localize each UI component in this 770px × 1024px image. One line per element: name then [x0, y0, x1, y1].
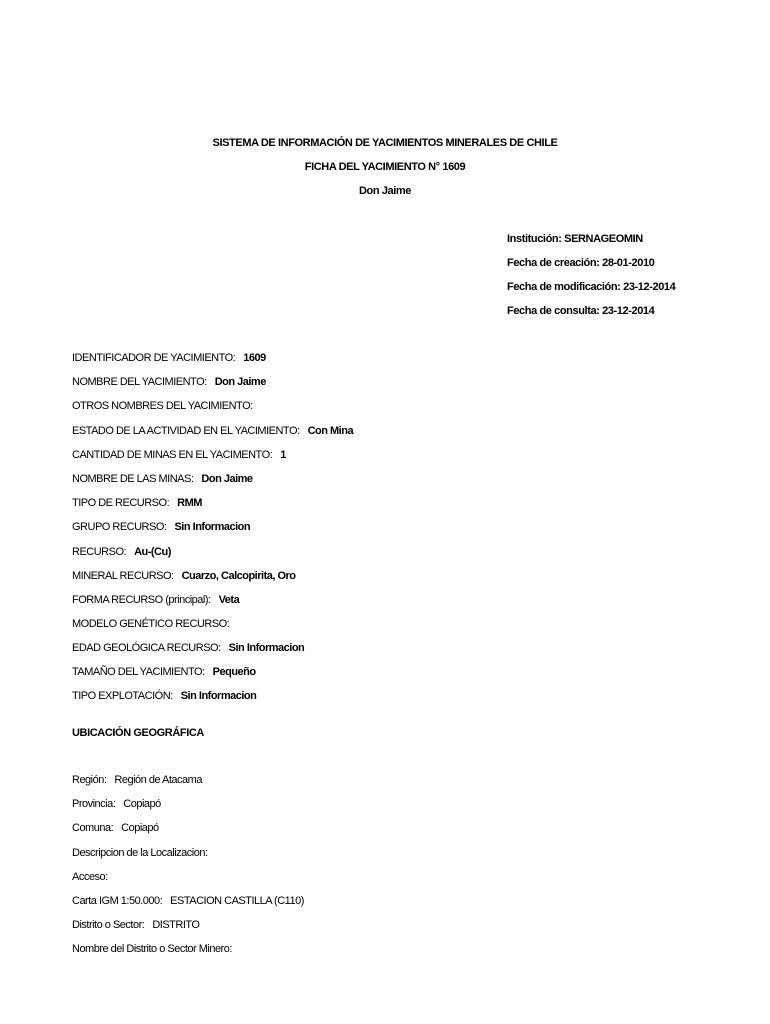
- field-label: GRUPO RECURSO:: [72, 521, 167, 533]
- field-value: RMM: [177, 497, 202, 509]
- location-row: [72, 871, 116, 883]
- system-title: SISTEMA DE INFORMACIÓN DE YACIMIENTOS MINERALES DE CHILE: [212, 137, 558, 149]
- field-label: IDENTIFICADOR DE YACIMIENTO:: [72, 352, 236, 364]
- location-value: Región de Atacama: [114, 774, 202, 786]
- field-value: Sin Informacion: [180, 690, 257, 702]
- location-label: Descripcion de la Localizacion:: [72, 847, 208, 859]
- field-value: 1609: [243, 352, 266, 364]
- field-label: FORMA RECURSO (principal):: [72, 594, 211, 606]
- field-label: MINERAL RECURSO:: [72, 570, 174, 582]
- field-row: [72, 376, 266, 388]
- location-value: Copiapó: [121, 822, 159, 834]
- location-label: Carta IGM 1:50.000:: [72, 895, 163, 907]
- field-value: Cuarzo, Calcopirita, Oro: [181, 570, 296, 582]
- field-row: [72, 425, 353, 437]
- location-row: [72, 774, 202, 786]
- location-label: Comuna:: [72, 822, 114, 834]
- field-value: Don Jaime: [201, 473, 253, 485]
- field-row: [72, 521, 250, 533]
- field-label: TIPO EXPLOTACIÓN:: [72, 690, 173, 702]
- field-label: NOMBRE DE LAS MINAS:: [72, 473, 194, 485]
- creation-date: Fecha de creación: 28-01-2010: [507, 257, 655, 269]
- field-row: [72, 400, 261, 412]
- field-label: CANTIDAD DE MINAS EN EL YACIMENTO:: [72, 449, 273, 461]
- field-value: Don Jaime: [214, 376, 266, 388]
- field-label: TIPO DE RECURSO:: [72, 497, 170, 509]
- location-label: Nombre del Distrito o Sector Minero:: [72, 943, 232, 955]
- deposit-sheet-title: FICHA DEL YACIMIENTO N° 1609: [304, 161, 466, 173]
- location-row: [72, 919, 199, 931]
- location-label: Provincia:: [72, 798, 116, 810]
- field-label: OTROS NOMBRES DEL YACIMIENTO:: [72, 400, 253, 412]
- field-row: [72, 690, 256, 702]
- field-value: Veta: [218, 594, 240, 606]
- field-value: Au-(Cu): [134, 546, 171, 558]
- field-value: 1: [280, 449, 286, 461]
- field-row: [72, 642, 304, 654]
- section-title-ubicacion: UBICACIÓN GEOGRÁFICA: [72, 727, 204, 739]
- field-row: [72, 473, 253, 485]
- field-row: [72, 497, 202, 509]
- consultation-date: Fecha de consulta: 23-12-2014: [507, 305, 655, 317]
- field-row: [72, 449, 286, 461]
- field-label: TAMAÑO DEL YACIMIENTO:: [72, 666, 205, 678]
- location-row: [72, 822, 159, 834]
- field-row: [72, 352, 266, 364]
- field-value: Sin Informacion: [174, 521, 251, 533]
- field-label: RECURSO:: [72, 546, 127, 558]
- location-row: [72, 798, 161, 810]
- location-label: Distrito o Sector:: [72, 919, 145, 931]
- field-row: [72, 570, 296, 582]
- field-value: Con Mina: [307, 425, 354, 437]
- field-label: EDAD GEOLÓGICA RECURSO:: [72, 642, 221, 654]
- location-row: [72, 943, 240, 955]
- location-value: DISTRITO: [152, 919, 200, 931]
- field-row: [72, 594, 239, 606]
- location-row: [72, 895, 304, 907]
- field-row: [72, 546, 171, 558]
- institution: Institución: SERNAGEOMIN: [507, 233, 643, 245]
- field-row: [72, 618, 237, 630]
- location-value: Copiapó: [123, 798, 161, 810]
- location-label: Acceso:: [72, 871, 108, 883]
- field-row: [72, 666, 256, 678]
- field-label: NOMBRE DEL YACIMIENTO:: [72, 376, 207, 388]
- field-value: Sin Informacion: [228, 642, 305, 654]
- location-row: [72, 847, 216, 859]
- field-value: Pequeño: [212, 666, 256, 678]
- modification-date: Fecha de modificación: 23-12-2014: [507, 281, 676, 293]
- location-label: Región:: [72, 774, 107, 786]
- field-label: MODELO GENÉTICO RECURSO:: [72, 618, 230, 630]
- field-label: ESTADO DE LA ACTIVIDAD EN EL YACIMIENTO:: [72, 425, 300, 437]
- deposit-name-title: Don Jaime: [358, 185, 412, 197]
- location-value: ESTACION CASTILLA (C110): [170, 895, 304, 907]
